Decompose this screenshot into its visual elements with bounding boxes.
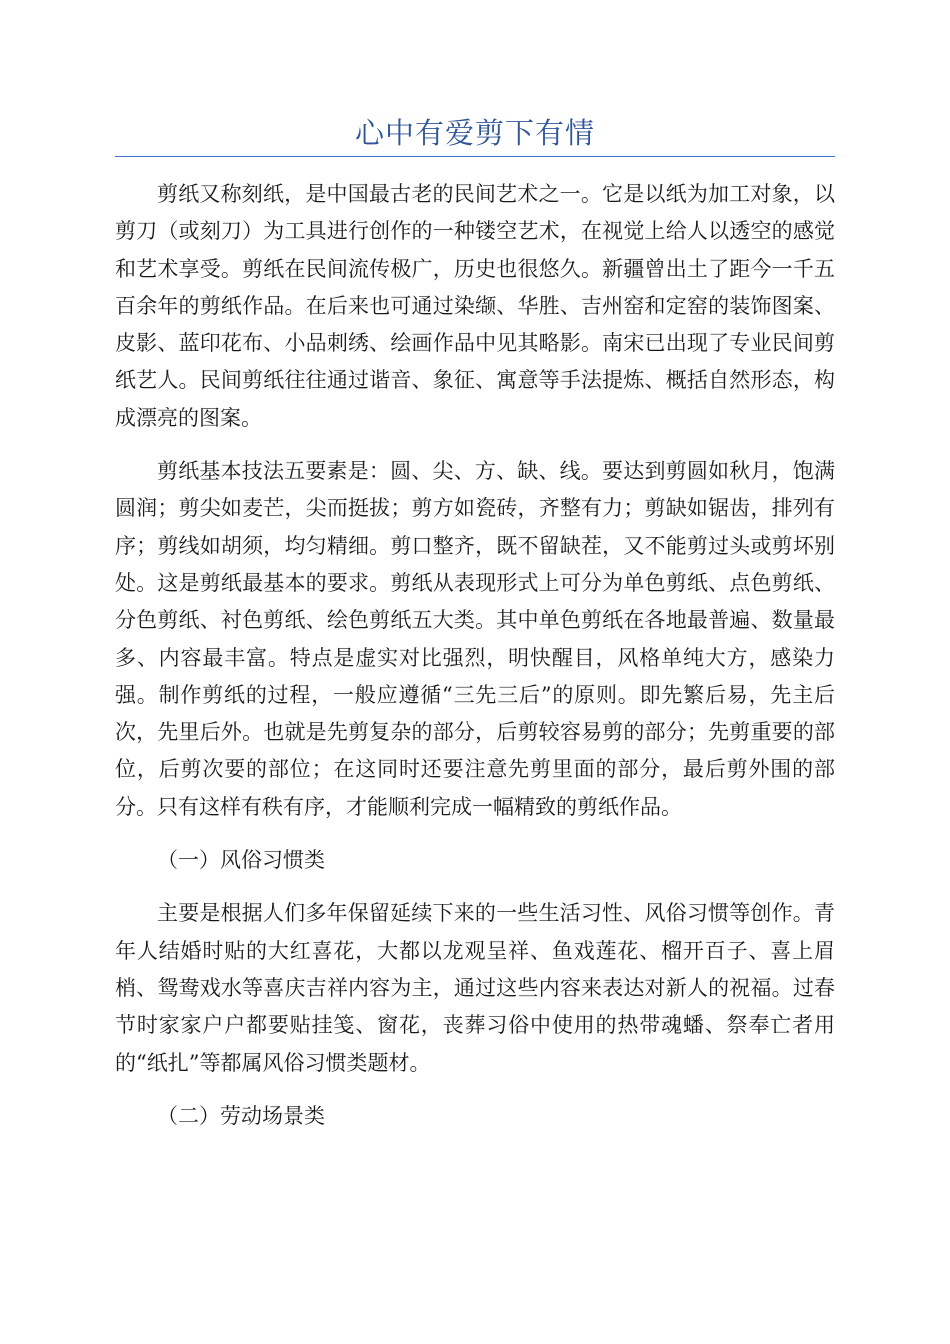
paragraph-intro: 剪纸又称刻纸，是中国最古老的民间艺术之一。它是以纸为加工对象，以剪刀（或刻刀）为工具进行创作的一种镂空艺术，在视觉上给人以透空的感觉和艺术享受。剪纸在民间流传极广，历史也很悠久。新疆曾出土了距今一千五百余年的剪纸作品。在后来也可通过染缬、华胜、吉州窑和定窑的装饰图案、皮影、蓝印花布、小品刺绣、绘画作品中见其略影。南宋已出现了专业民间剪纸艺人。民间剪纸往往通过谐音、象征、寓意等手法提炼、概括自然形态，构成漂亮的图案。 (115, 182, 835, 430)
section-heading-customs: （一）风俗习惯类 (157, 848, 325, 873)
paragraph-customs: 主要是根据人们多年保留延续下来的一些生活习性、风俗习惯等创作。青年人结婚时贴的大红喜花，大都以龙观呈祥、鱼戏莲花、榴开百子、喜上眉梢、鸳鸯戏水等喜庆吉祥内容为主，通过这些内容来表达对新人的祝福。过春节时家家户户都要贴挂笺、窗花，丧葬习俗中使用的热带魂蟠、祭奉亡者用的“纸扎”等都属风俗习惯类题材。 (115, 901, 835, 1075)
title-block (115, 112, 835, 157)
document-title: 心中有爱剪下有情 (354, 116, 595, 150)
paragraph-techniques: 剪纸基本技法五要素是：圆、尖、方、缺、线。要达到剪圆如秋月，饱满圆润；剪尖如麦芒，尖而挺拔；剪方如瓷砖，齐整有力；剪缺如锯齿，排列有序；剪线如胡须，均匀精细。剪口整齐，既不留缺茬，又不能剪过头或剪坏别处。这是剪纸最基本的要求。剪纸从表现形式上可分为单色剪纸、点色剪纸、分色剪纸、衬色剪纸、绘色剪纸五大类。其中单色剪纸在各地最普遍、数量最多、内容最丰富。特点是虚实对比强烈，明快醒目，风格单纯大方，感染力强。制作剪纸的过程，一般应遵循“三先三后”的原则。即先繁后易，先主后次，先里后外。也就是先剪复杂的部分，后剪较容易剪的部分；先剪重要的部位，后剪次要的部位；在这同时还要注意先剪里面的部分，最后剪外围的部分。只有这样有秩有序，才能顺利完成一幅精致的剪纸作品。 (115, 459, 835, 819)
document-body (115, 176, 835, 1151)
section-heading-labor: （二）劳动场景类 (157, 1103, 325, 1128)
